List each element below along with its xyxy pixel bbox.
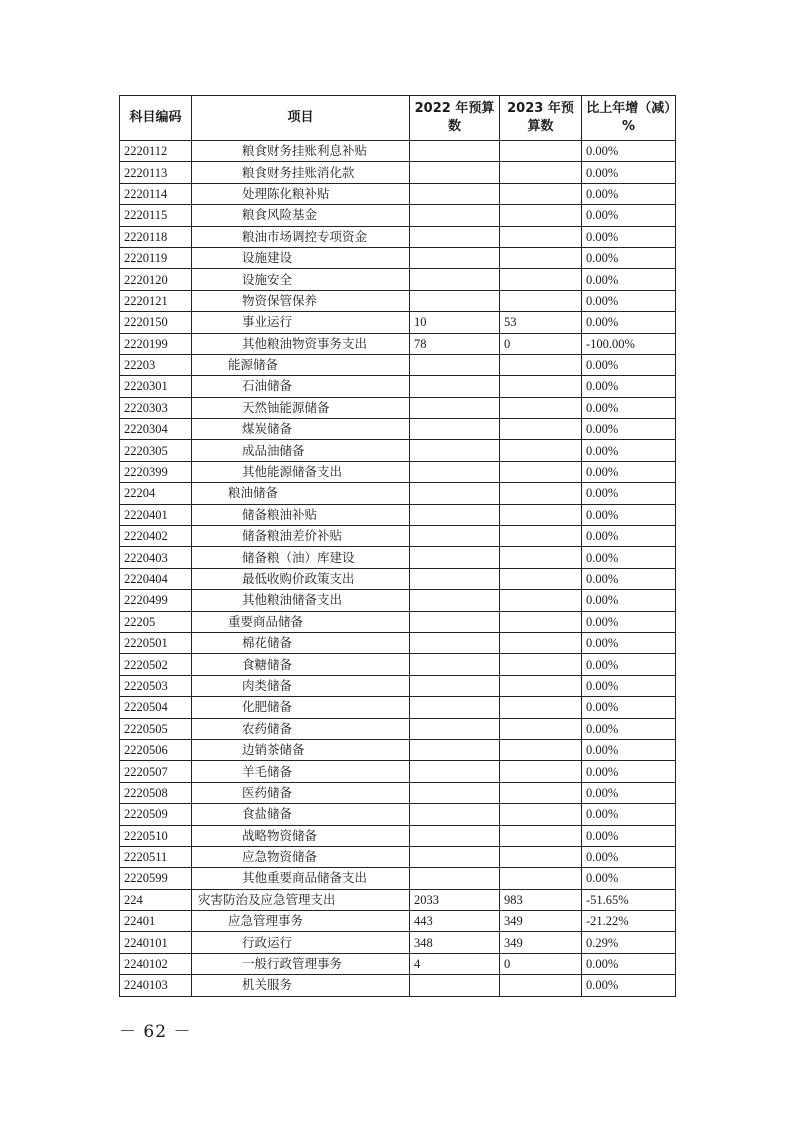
change-cell: 0.00% [582, 611, 676, 632]
name-cell: 食糖储备 [192, 654, 410, 675]
table-row [120, 333, 676, 354]
budget-table [119, 95, 676, 997]
change-cell: 0.00% [582, 761, 676, 782]
budget-2023-cell [500, 825, 582, 846]
change-cell: 0.00% [582, 312, 676, 333]
code-cell: 2220304 [120, 419, 192, 440]
budget-2023-cell [500, 975, 582, 996]
table-row [120, 975, 676, 996]
table-row [120, 911, 676, 932]
change-cell: 0.00% [582, 654, 676, 675]
budget-2022-cell [410, 846, 500, 867]
budget-2022-cell: 348 [410, 932, 500, 953]
name-cell: 农药储备 [192, 718, 410, 739]
change-cell: 0.00% [582, 183, 676, 204]
budget-2023-cell: 349 [500, 911, 582, 932]
code-cell: 2220507 [120, 761, 192, 782]
budget-2022-cell [410, 804, 500, 825]
code-cell: 2220115 [120, 205, 192, 226]
code-cell: 22203 [120, 354, 192, 375]
name-cell: 粮油储备 [192, 483, 410, 504]
code-cell: 2220509 [120, 804, 192, 825]
table-row [120, 269, 676, 290]
code-cell: 2220303 [120, 397, 192, 418]
name-cell: 储备粮油补贴 [192, 504, 410, 525]
budget-2022-cell [410, 761, 500, 782]
table-row [120, 526, 676, 547]
code-cell: 2220599 [120, 868, 192, 889]
budget-2023-cell [500, 376, 582, 397]
change-cell: -21.22% [582, 911, 676, 932]
name-cell: 其他粮油物资事务支出 [192, 333, 410, 354]
budget-2023-cell [500, 290, 582, 311]
budget-2022-cell [410, 547, 500, 568]
name-cell: 食盐储备 [192, 804, 410, 825]
budget-2023-cell [500, 590, 582, 611]
budget-2022-cell [410, 354, 500, 375]
table-row [120, 483, 676, 504]
table-row [120, 739, 676, 760]
code-cell: 2220120 [120, 269, 192, 290]
budget-2023-cell [500, 675, 582, 696]
budget-2023-cell [500, 526, 582, 547]
budget-2022-cell [410, 868, 500, 889]
code-cell: 22204 [120, 483, 192, 504]
code-cell: 2220503 [120, 675, 192, 696]
budget-2023-cell [500, 568, 582, 589]
table-row [120, 675, 676, 696]
code-cell: 2220501 [120, 632, 192, 653]
change-cell: 0.00% [582, 825, 676, 846]
change-cell: 0.00% [582, 205, 676, 226]
change-cell: 0.00% [582, 504, 676, 525]
code-cell: 224 [120, 889, 192, 910]
budget-2022-cell [410, 611, 500, 632]
budget-2022-cell [410, 675, 500, 696]
table-row [120, 825, 676, 846]
table-row [120, 376, 676, 397]
code-cell: 2220402 [120, 526, 192, 547]
budget-2023-cell [500, 205, 582, 226]
code-cell: 2220508 [120, 782, 192, 803]
name-cell: 储备粮（油）库建设 [192, 547, 410, 568]
budget-2022-cell [410, 718, 500, 739]
budget-2022-cell [410, 269, 500, 290]
table-row [120, 247, 676, 268]
name-cell: 设施建设 [192, 247, 410, 268]
budget-2023-cell [500, 868, 582, 889]
name-cell: 事业运行 [192, 312, 410, 333]
code-cell: 2220199 [120, 333, 192, 354]
name-cell: 机关服务 [192, 975, 410, 996]
name-cell: 行政运行 [192, 932, 410, 953]
budget-2022-cell: 10 [410, 312, 500, 333]
budget-2023-cell [500, 804, 582, 825]
table-row [120, 290, 676, 311]
budget-2022-cell [410, 825, 500, 846]
table-row [120, 419, 676, 440]
budget-2023-cell [500, 697, 582, 718]
table-row [120, 312, 676, 333]
budget-2023-cell: 53 [500, 312, 582, 333]
name-cell: 粮食财务挂账消化款 [192, 162, 410, 183]
code-cell: 2220505 [120, 718, 192, 739]
budget-2023-cell [500, 504, 582, 525]
table-row [120, 953, 676, 974]
name-cell: 成品油储备 [192, 440, 410, 461]
table-row [120, 440, 676, 461]
budget-2022-cell [410, 483, 500, 504]
budget-2023-cell [500, 632, 582, 653]
change-cell: 0.00% [582, 868, 676, 889]
change-cell: 0.00% [582, 953, 676, 974]
budget-2022-cell [410, 739, 500, 760]
budget-2023-cell: 0 [500, 953, 582, 974]
budget-2022-cell: 78 [410, 333, 500, 354]
code-cell: 22205 [120, 611, 192, 632]
name-cell: 煤炭储备 [192, 419, 410, 440]
budget-2022-cell [410, 782, 500, 803]
change-cell: 0.29% [582, 932, 676, 953]
code-cell: 2220114 [120, 183, 192, 204]
table-row [120, 697, 676, 718]
change-cell: 0.00% [582, 247, 676, 268]
table-row [120, 889, 676, 910]
header-change: 比上年增（减）% [582, 96, 676, 141]
name-cell: 能源储备 [192, 354, 410, 375]
budget-2023-cell [500, 183, 582, 204]
change-cell: 0.00% [582, 718, 676, 739]
change-cell: 0.00% [582, 846, 676, 867]
code-cell: 22401 [120, 911, 192, 932]
page-number: － 62 － [119, 1022, 192, 1042]
table-row [120, 141, 676, 162]
name-cell: 其他重要商品储备支出 [192, 868, 410, 889]
code-cell: 2220401 [120, 504, 192, 525]
table-row [120, 782, 676, 803]
budget-2022-cell [410, 590, 500, 611]
table-row [120, 397, 676, 418]
change-cell: 0.00% [582, 697, 676, 718]
budget-2022-cell [410, 397, 500, 418]
budget-2022-cell [410, 568, 500, 589]
change-cell: -100.00% [582, 333, 676, 354]
name-cell: 储备粮油差价补贴 [192, 526, 410, 547]
code-cell: 2220510 [120, 825, 192, 846]
change-cell: 0.00% [582, 461, 676, 482]
name-cell: 战略物资储备 [192, 825, 410, 846]
header-budget-2022: 2022 年预算数 [410, 96, 500, 141]
code-cell: 2220511 [120, 846, 192, 867]
table-row [120, 226, 676, 247]
table-row [120, 547, 676, 568]
code-cell: 2240103 [120, 975, 192, 996]
table-row [120, 761, 676, 782]
change-cell: 0.00% [582, 804, 676, 825]
table-row [120, 868, 676, 889]
name-cell: 医药储备 [192, 782, 410, 803]
budget-2022-cell [410, 226, 500, 247]
table-row [120, 183, 676, 204]
budget-2022-cell: 443 [410, 911, 500, 932]
name-cell: 物资保管保养 [192, 290, 410, 311]
budget-2022-cell [410, 461, 500, 482]
budget-2023-cell [500, 761, 582, 782]
code-cell: 2220502 [120, 654, 192, 675]
code-cell: 2220121 [120, 290, 192, 311]
budget-2023-cell [500, 611, 582, 632]
change-cell: 0.00% [582, 141, 676, 162]
budget-2022-cell [410, 247, 500, 268]
budget-2022-cell [410, 975, 500, 996]
name-cell: 棉花储备 [192, 632, 410, 653]
table-row [120, 162, 676, 183]
name-cell: 其他能源储备支出 [192, 461, 410, 482]
budget-2022-cell [410, 376, 500, 397]
budget-2022-cell [410, 654, 500, 675]
change-cell: 0.00% [582, 226, 676, 247]
change-cell: 0.00% [582, 162, 676, 183]
code-cell: 2220301 [120, 376, 192, 397]
header-code: 科目编码 [120, 96, 192, 141]
budget-2023-cell [500, 739, 582, 760]
change-cell: 0.00% [582, 547, 676, 568]
budget-2023-cell: 349 [500, 932, 582, 953]
budget-2022-cell [410, 141, 500, 162]
header-name: 项目 [192, 96, 410, 141]
name-cell: 粮食财务挂账利息补贴 [192, 141, 410, 162]
budget-2022-cell: 2033 [410, 889, 500, 910]
budget-2023-cell [500, 419, 582, 440]
budget-2022-cell [410, 183, 500, 204]
budget-2023-cell [500, 397, 582, 418]
table-row [120, 461, 676, 482]
table-row [120, 590, 676, 611]
code-cell: 2240101 [120, 932, 192, 953]
name-cell: 灾害防治及应急管理支出 [192, 889, 410, 910]
budget-2022-cell [410, 504, 500, 525]
change-cell: 0.00% [582, 376, 676, 397]
code-cell: 2220504 [120, 697, 192, 718]
table-row [120, 205, 676, 226]
code-cell: 2220150 [120, 312, 192, 333]
name-cell: 应急管理事务 [192, 911, 410, 932]
table-row [120, 632, 676, 653]
change-cell: 0.00% [582, 269, 676, 290]
header-row [120, 96, 676, 141]
budget-2023-cell [500, 141, 582, 162]
name-cell: 一般行政管理事务 [192, 953, 410, 974]
budget-2022-cell [410, 526, 500, 547]
change-cell: 0.00% [582, 397, 676, 418]
table-row [120, 504, 676, 525]
budget-2022-cell [410, 419, 500, 440]
change-cell: 0.00% [582, 290, 676, 311]
budget-2022-cell [410, 290, 500, 311]
budget-2022-cell: 4 [410, 953, 500, 974]
budget-2023-cell [500, 483, 582, 504]
budget-2023-cell [500, 269, 582, 290]
change-cell: 0.00% [582, 632, 676, 653]
table-body [120, 141, 676, 997]
name-cell: 处理陈化粮补贴 [192, 183, 410, 204]
change-cell: -51.65% [582, 889, 676, 910]
budget-2023-cell [500, 247, 582, 268]
budget-2023-cell [500, 440, 582, 461]
table-row [120, 846, 676, 867]
code-cell: 2220112 [120, 141, 192, 162]
change-cell: 0.00% [582, 483, 676, 504]
code-cell: 2220403 [120, 547, 192, 568]
name-cell: 天然铀能源储备 [192, 397, 410, 418]
budget-2023-cell [500, 461, 582, 482]
budget-2023-cell: 983 [500, 889, 582, 910]
code-cell: 2240102 [120, 953, 192, 974]
code-cell: 2220506 [120, 739, 192, 760]
code-cell: 2220399 [120, 461, 192, 482]
code-cell: 2220499 [120, 590, 192, 611]
name-cell: 设施安全 [192, 269, 410, 290]
table-row [120, 354, 676, 375]
change-cell: 0.00% [582, 739, 676, 760]
table-row [120, 611, 676, 632]
change-cell: 0.00% [582, 440, 676, 461]
budget-2022-cell [410, 162, 500, 183]
table-row [120, 804, 676, 825]
name-cell: 羊毛储备 [192, 761, 410, 782]
budget-2023-cell: 0 [500, 333, 582, 354]
budget-2022-cell [410, 697, 500, 718]
budget-2023-cell [500, 547, 582, 568]
budget-2023-cell [500, 354, 582, 375]
table-row [120, 654, 676, 675]
name-cell: 粮油市场调控专项资金 [192, 226, 410, 247]
name-cell: 重要商品储备 [192, 611, 410, 632]
code-cell: 2220113 [120, 162, 192, 183]
code-cell: 2220118 [120, 226, 192, 247]
header-budget-2023: 2023 年预算数 [500, 96, 582, 141]
code-cell: 2220305 [120, 440, 192, 461]
code-cell: 2220119 [120, 247, 192, 268]
change-cell: 0.00% [582, 590, 676, 611]
name-cell: 应急物资储备 [192, 846, 410, 867]
name-cell: 边销茶储备 [192, 739, 410, 760]
budget-2022-cell [410, 632, 500, 653]
budget-2023-cell [500, 654, 582, 675]
code-cell: 2220404 [120, 568, 192, 589]
name-cell: 粮食风险基金 [192, 205, 410, 226]
name-cell: 石油储备 [192, 376, 410, 397]
table-row [120, 568, 676, 589]
budget-2023-cell [500, 782, 582, 803]
budget-2023-cell [500, 226, 582, 247]
name-cell: 化肥储备 [192, 697, 410, 718]
budget-2022-cell [410, 205, 500, 226]
change-cell: 0.00% [582, 675, 676, 696]
budget-2023-cell [500, 162, 582, 183]
name-cell: 肉类储备 [192, 675, 410, 696]
table-row [120, 718, 676, 739]
change-cell: 0.00% [582, 975, 676, 996]
change-cell: 0.00% [582, 782, 676, 803]
budget-2023-cell [500, 718, 582, 739]
name-cell: 最低收购价政策支出 [192, 568, 410, 589]
table-row [120, 932, 676, 953]
name-cell: 其他粮油储备支出 [192, 590, 410, 611]
change-cell: 0.00% [582, 419, 676, 440]
change-cell: 0.00% [582, 568, 676, 589]
budget-2022-cell [410, 440, 500, 461]
change-cell: 0.00% [582, 354, 676, 375]
change-cell: 0.00% [582, 526, 676, 547]
budget-2023-cell [500, 846, 582, 867]
